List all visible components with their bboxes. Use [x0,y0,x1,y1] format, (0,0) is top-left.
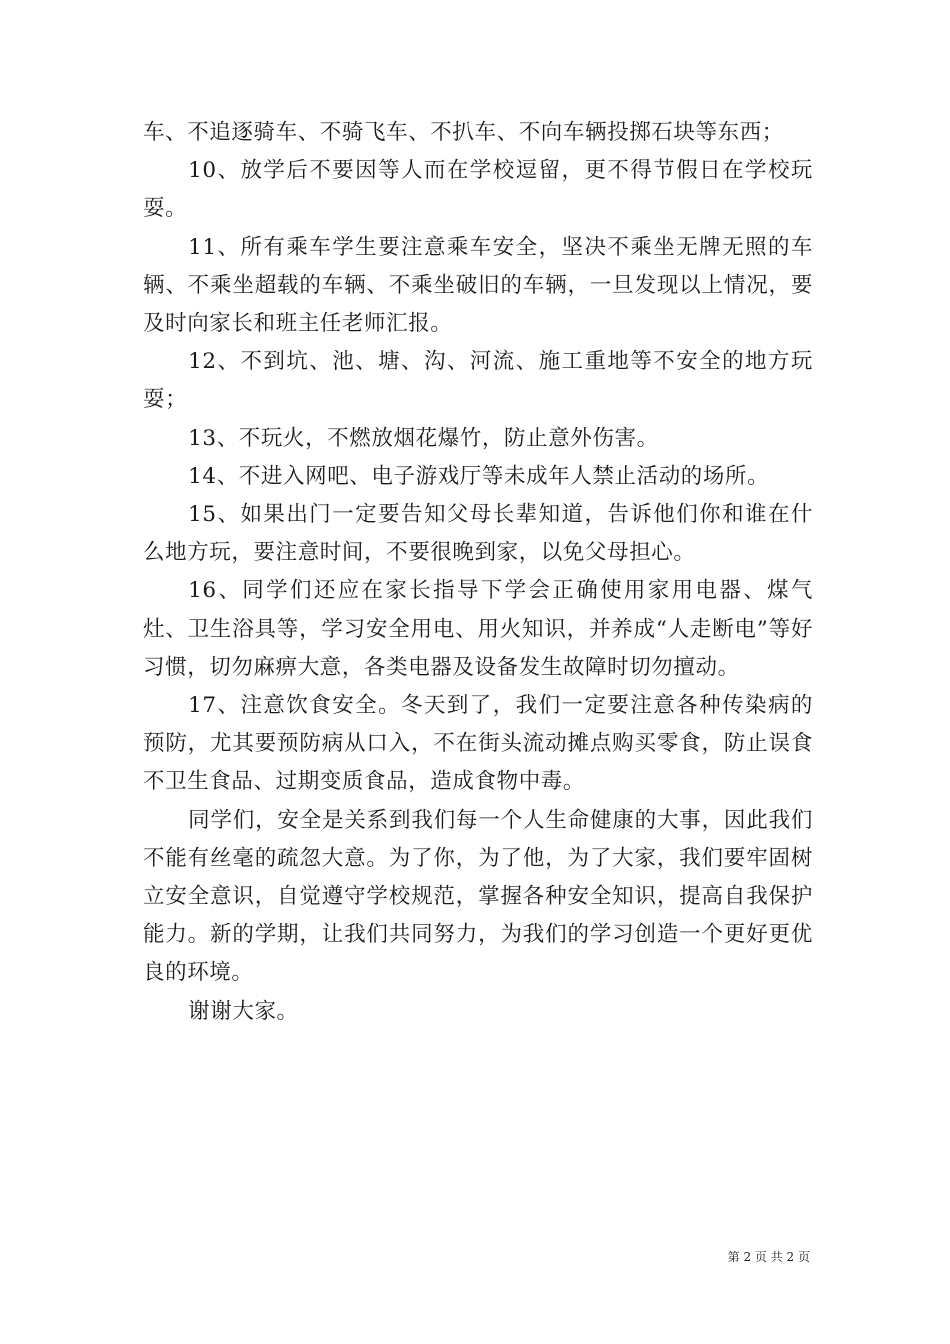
continuation-paragraph: 车、不追逐骑车、不骑飞车、不扒车、不向车辆投掷石块等东西； [143,120,784,145]
rule-13-paragraph: 13、不玩火，不燃放烟花爆竹，防止意外伤害。 [188,425,659,451]
closing-paragraph: 同学们，安全是关系到我们每一个人生命健康的大事，因此我们不能有丝毫的疏忽大意。为了你，为了他，为了大家，我们要牢固树立安全意识，自觉遵守学校规范，掌握各种安全知识，提高自我保护能力。新的学期，让我们共同努力，为我们的学习创造一个更好更优良的环境。 [143,807,813,986]
rule-15-paragraph: 15、如果出门一定要告知父母长辈知道，告诉他们你和谁在什么地方玩，要注意时间，不要很晚到家，以免父母担心。 [143,502,813,566]
rule-17-paragraph: 17、注意饮食安全。冬天到了，我们一定要注意各种传染病的预防，尤其要预防病从口入，不在街头流动摊点购买零食，防止误食不卫生食品、过期变质食品，造成食物中毒。 [143,693,813,795]
document-body [143,114,813,1031]
rule-12-paragraph: 12、不到坑、池、塘、沟、河流、施工重地等不安全的地方玩耍； [143,349,813,413]
rule-11-paragraph: 11、所有乘车学生要注意乘车安全，坚决不乘坐无牌无照的车辆、不乘坐超载的车辆、不乘坐破旧的车辆，一旦发现以上情况，要及时向家长和班主任老师汇报。 [143,234,813,337]
rule-10-paragraph: 10、放学后不要因等人而在学校逗留，更不得节假日在学校玩耍。 [143,158,813,222]
thanks-paragraph: 谢谢大家。 [188,998,299,1024]
page-number-footer: 第 2 页 共 2 页 [727,1250,810,1264]
rule-16-paragraph: 16、同学们还应在家长指导下学会正确使用家用电器、煤气灶、卫生浴具等，学习安全用电、用火知识，并养成“人走断电”等好习惯，切勿麻痹大意，各类电器及设备发生故障时切勿擅动。 [143,578,813,680]
rule-14-paragraph: 14、不进入网吧、电子游戏厅等未成年人禁止活动的场所。 [188,463,770,489]
